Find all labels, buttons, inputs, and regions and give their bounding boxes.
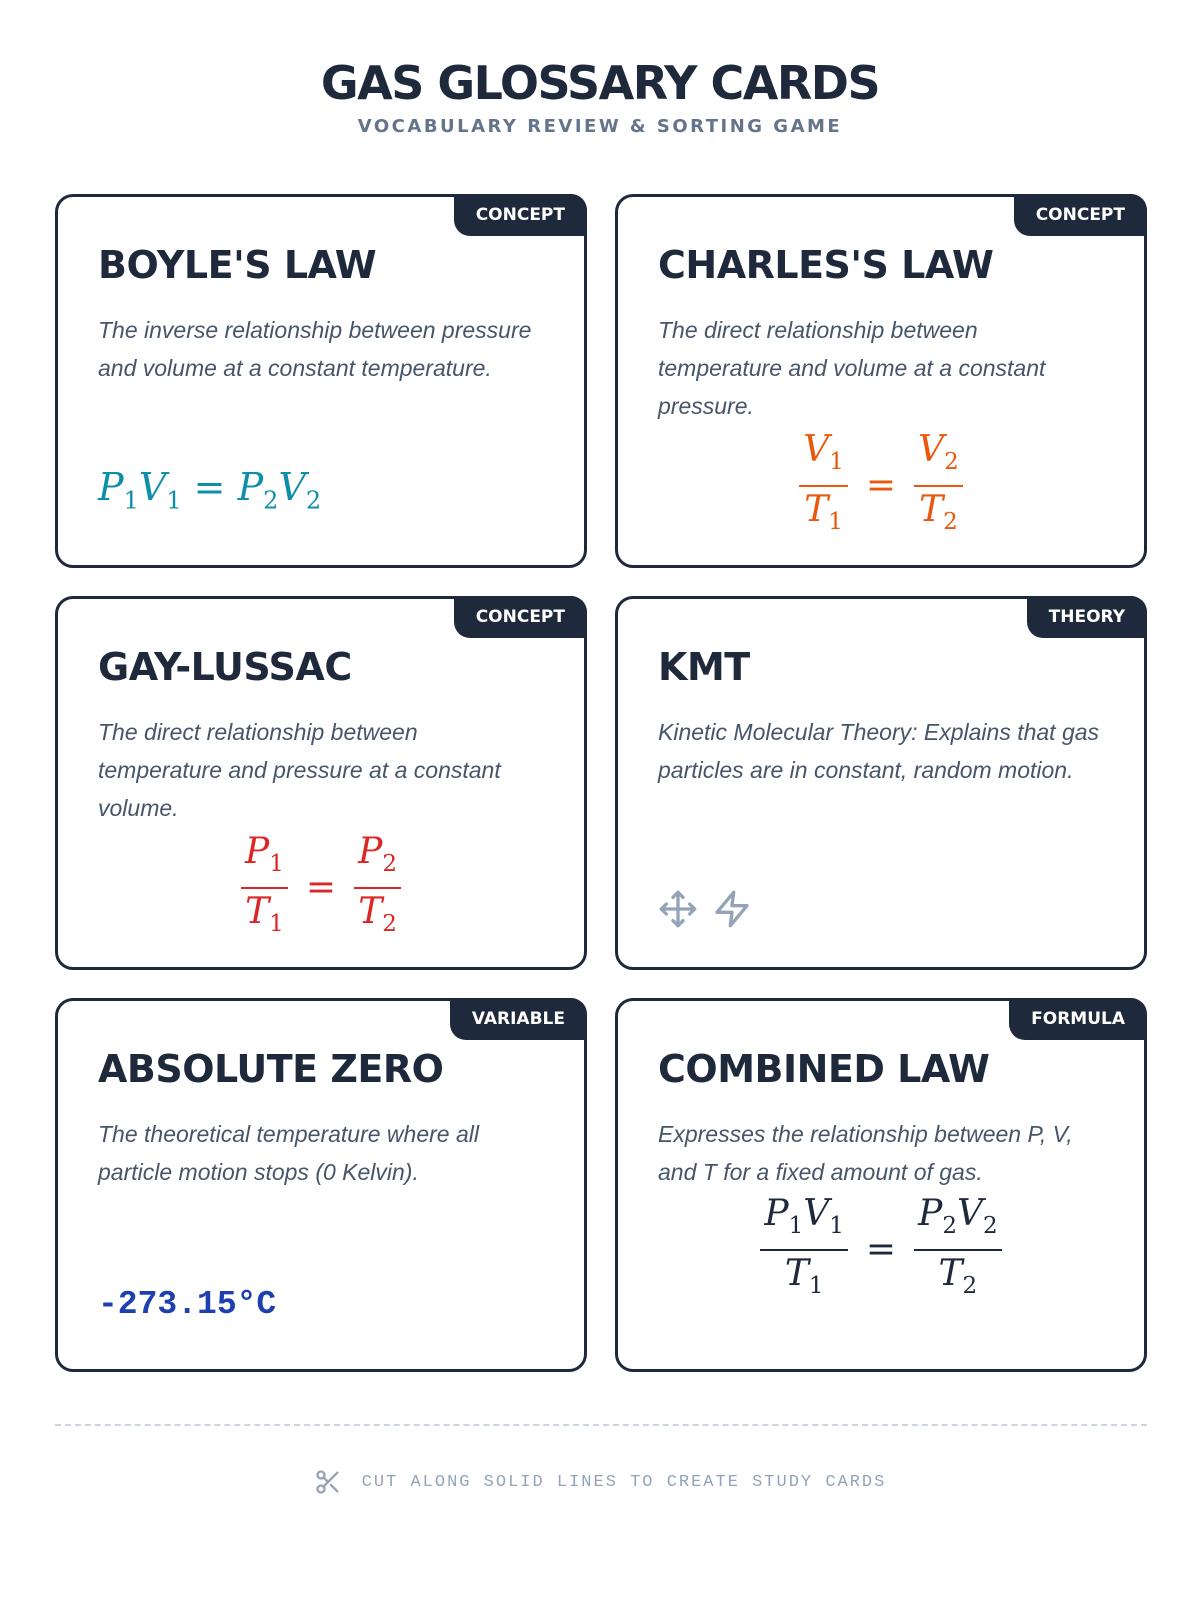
fraction	[799, 427, 848, 545]
card-charles-law	[615, 194, 1147, 568]
fraction	[760, 1191, 848, 1309]
card-tag: CONCEPT	[454, 596, 587, 638]
denominator: $T_1$	[784, 1252, 824, 1299]
card-value: -273.15°C	[98, 1286, 277, 1323]
numerator: $P_1$	[241, 829, 288, 889]
card-term: GAY-LUSSAC	[98, 645, 352, 689]
card-grid	[55, 194, 1147, 1372]
numerator: $P_2$	[354, 829, 401, 889]
card-tag: THEORY	[1027, 596, 1147, 638]
card-term: KMT	[658, 645, 750, 689]
denominator: $T_2$	[358, 890, 397, 937]
footer-instructions: CUT ALONG SOLID LINES TO CREATE STUDY CARDS	[361, 1472, 887, 1492]
card-tag: FORMULA	[1009, 998, 1147, 1040]
formula-expression	[793, 427, 968, 545]
card-formula	[58, 829, 584, 947]
numerator: $V_1$	[799, 427, 848, 487]
card-formula	[58, 465, 584, 515]
formula-expression	[235, 829, 407, 947]
card-gay-lussac	[55, 596, 587, 970]
fraction	[914, 1191, 1002, 1309]
page-footer	[0, 1468, 1200, 1496]
denominator: $T_2$	[919, 488, 958, 535]
denominator: $T_1$	[245, 890, 284, 937]
card-formula	[618, 427, 1144, 545]
card-definition: The direct relationship between temperature and pressure at a constant volume.	[98, 719, 501, 821]
page-title: GAS GLOSSARY CARDS	[320, 56, 880, 110]
card-tag: VARIABLE	[450, 998, 587, 1040]
card-combined-law	[615, 998, 1147, 1372]
numerator: $P_2V_2$	[914, 1191, 1002, 1251]
card-term: CHARLES'S LAW	[658, 243, 994, 287]
page-subtitle: VOCABULARY REVIEW & SORTING GAME	[357, 116, 843, 137]
lightning-icon	[712, 889, 752, 929]
card-definition: The inverse relationship between pressure and volume at a constant temperature.	[98, 317, 532, 381]
page-header	[0, 56, 1200, 137]
card-tag: CONCEPT	[1014, 194, 1147, 236]
equals-sign: =	[305, 867, 337, 909]
card-icons	[658, 889, 752, 929]
equals-sign: =	[865, 465, 897, 507]
card-definition: The theoretical temperature where all particle motion stops (0 Kelvin).	[98, 1121, 479, 1185]
card-definition: Expresses the relationship between P, V, and T for a fixed amount of gas.	[658, 1121, 1073, 1185]
denominator: $T_1$	[804, 488, 843, 535]
formula-expression	[754, 1191, 1007, 1309]
formula-expression: $P_1V_1 = P_2V_2$	[98, 465, 322, 515]
card-definition: The direct relationship between temperature and volume at a constant pressure.	[658, 317, 1046, 419]
scissors-icon	[314, 1468, 342, 1496]
card-tag: CONCEPT	[454, 194, 587, 236]
fraction	[914, 427, 963, 545]
card-term: BOYLE'S LAW	[98, 243, 377, 287]
equals-sign: =	[865, 1229, 897, 1271]
fraction	[354, 829, 401, 947]
move-arrows-icon	[658, 889, 698, 929]
card-absolute-zero	[55, 998, 587, 1372]
numerator: $P_1V_1$	[760, 1191, 848, 1251]
card-formula	[618, 1191, 1144, 1309]
denominator: $T_2$	[938, 1252, 978, 1299]
card-term: COMBINED LAW	[658, 1047, 990, 1091]
cut-line	[55, 1424, 1147, 1426]
card-term: ABSOLUTE ZERO	[98, 1047, 444, 1091]
card-definition: Kinetic Molecular Theory: Explains that gas particles are in constant, random motion.	[658, 719, 1100, 783]
card-kmt	[615, 596, 1147, 970]
numerator: $V_2$	[914, 427, 963, 487]
card-boyles-law	[55, 194, 587, 568]
fraction	[241, 829, 288, 947]
